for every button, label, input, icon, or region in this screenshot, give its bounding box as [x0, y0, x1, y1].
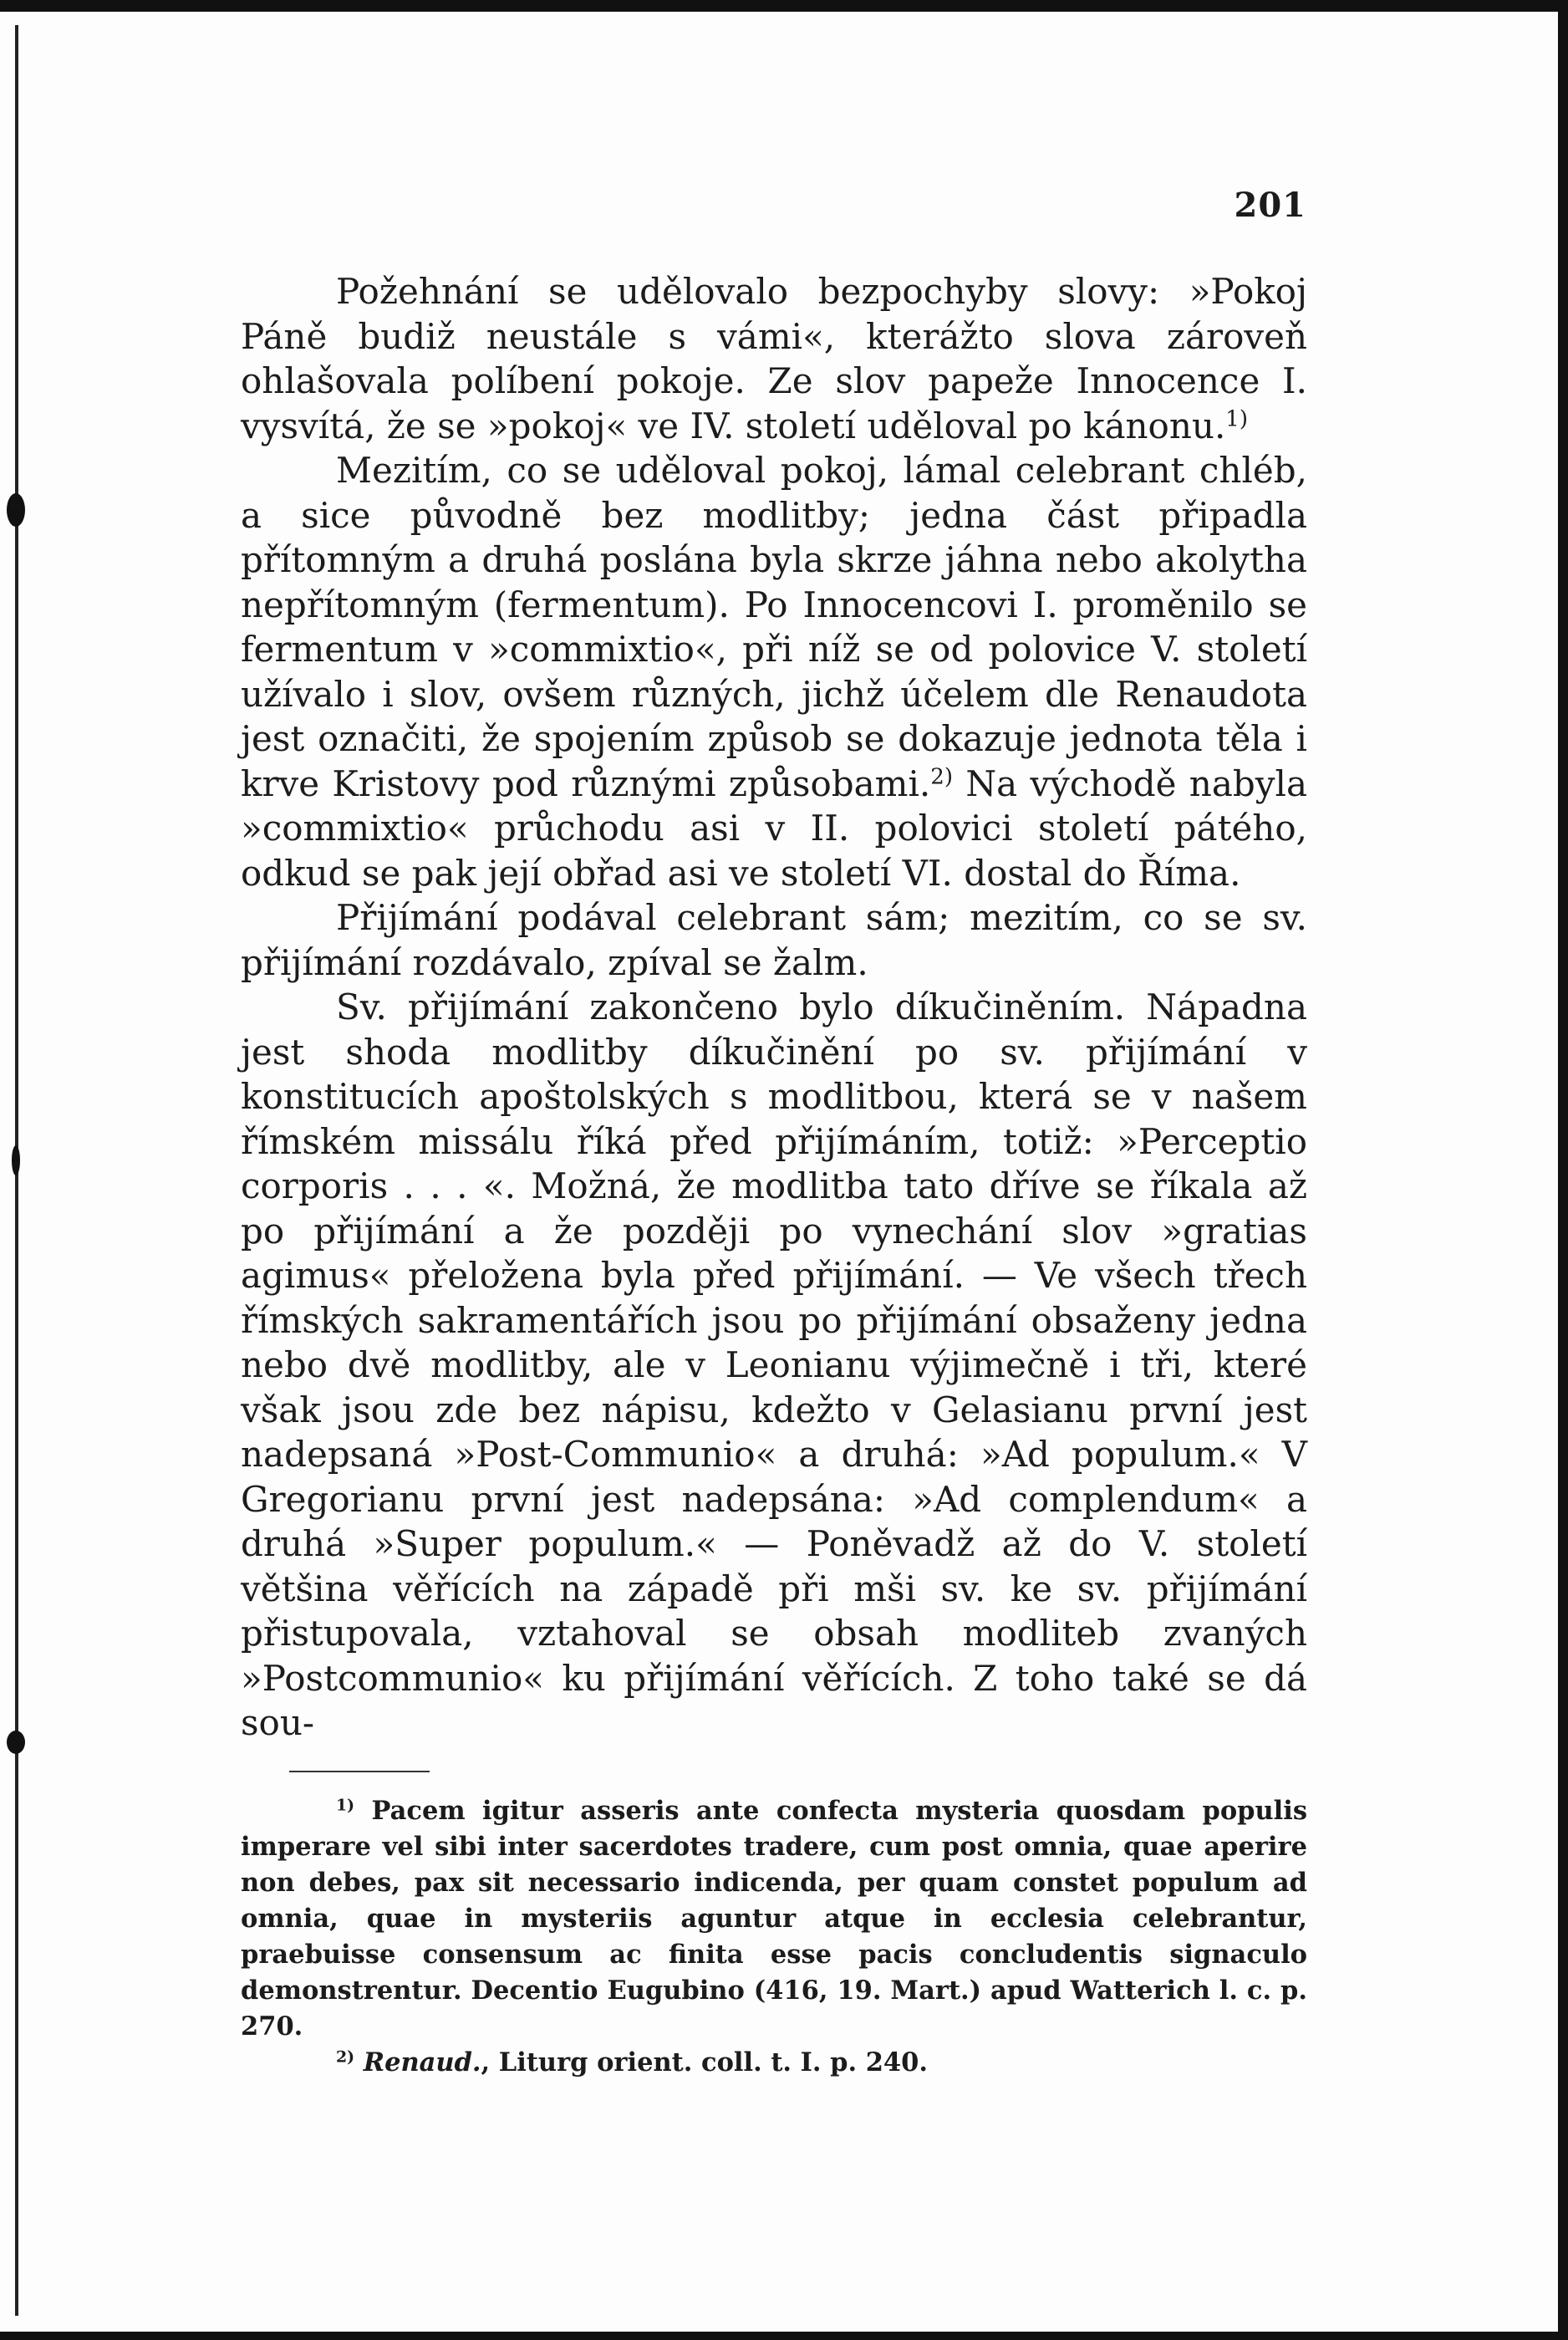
scan-border-top — [0, 0, 1568, 12]
binding-mark — [7, 493, 25, 527]
page-number: 201 — [1234, 186, 1306, 225]
scan-border-bottom — [0, 2332, 1568, 2340]
binding-mark — [7, 1731, 25, 1754]
paragraph: Přijímání podával celebrant sám; mezitím, co se sv. přijímání rozdávalo, zpíval se žalm. — [241, 897, 1307, 983]
footnote-separator — [289, 1771, 430, 1772]
footnotes — [241, 1793, 1307, 2081]
footnote-marker: 2) — [336, 2047, 355, 2067]
footnote-reference: 2) — [930, 764, 953, 790]
footnote-marker: 1) — [336, 1796, 355, 1815]
binding-mark — [12, 1145, 20, 1175]
scan-border-right — [1558, 0, 1568, 2340]
footnote: $^{1)}$ Pacem igitur asseris ante confecta mysteria quosdam populis imperare vel sibi inter sacerdotes tradere, cum post omnia, quae aperire non debes, pax sit necessario indicenda, per quam constet populum ad omnia, quae in mysteriis aguntur atque in ecclesia celebrantur, praebuisse consensum ac finita esse pacis concludentis signaculo demonstrentur. Decentio Eugubino (416, 19. Mart.) apud Watterich l. c. p. 270. — [241, 1796, 1308, 2042]
paragraph: Požehnání se udělovalo bezpochyby slovy: »Pokoj Páně budiž neustále s vámi«, kterážto slova zároveň ohlašovala políbení pokoje. Ze slov papeže Innocence I. vysvítá, že se »pokoj« ve IV. století uděloval po kánonu.$^{1)}$ — [241, 271, 1307, 446]
main-text — [241, 269, 1307, 1746]
footnote-reference: 1) — [1225, 406, 1249, 432]
paragraph: Mezitím, co se uděloval pokoj, lámal celebrant chléb, a sice původně bez modlitby; jedna část připadla přítomným a druhá poslána byla skrze jáhna nebo akolytha nepřítomným (fermentum). Po Innocencovi I. proměnilo se fermentum v »commixtio«, při níž se od polovice V. století užívalo i slov, ovšem různých, jichž účelem dle Renaudota jest označiti, že spojením způsob se dokazuje jednota těla i krve Kristovy pod různými způsobami.$^{2)}$ Na východě nabyla »commixtio« průchodu asi v II. polovici století pátého, odkud se pak její obřad asi ve století VI. dostal do Říma. — [241, 450, 1307, 894]
footnote: $^{2)}$ Renaud., Liturg orient. coll. t. I. p. 240. — [336, 2047, 928, 2077]
paragraph: Sv. přijímání zakončeno bylo díkučiněním. Nápadna jest shoda modlitby díkučinění po sv. přijímání v konstitucích apoštolských s modlitbou, která se v našem římském missálu říká před přijímáním, totiž: »Perceptio corporis . . . «. Možná, že modlitba tato dříve se říkala až po přijímání a že později po vynechání slov »gratias agimus« přeložena byla před přijímání. — Ve všech třech římských sakramentářích jsou po přijímání obsaženy jedna nebo dvě modlitby, ale v Leonianu výjimečně i tři, které však jsou zde bez nápisu, kdežto v Gelasianu první jest nadepsaná »Post-Communio« a druhá: »Ad populum.« V Gregorianu první jest nadepsána: »Ad complendum« a druhá »Super populum.« — Poněvadž až do V. století většina věřících na západě při mši sv. ke sv. přijímání přistupovala, vztahoval se obsah modliteb zvaných »Postcommunio« ku přijímání věřících. Z toho také se dá sou- — [241, 986, 1307, 1743]
